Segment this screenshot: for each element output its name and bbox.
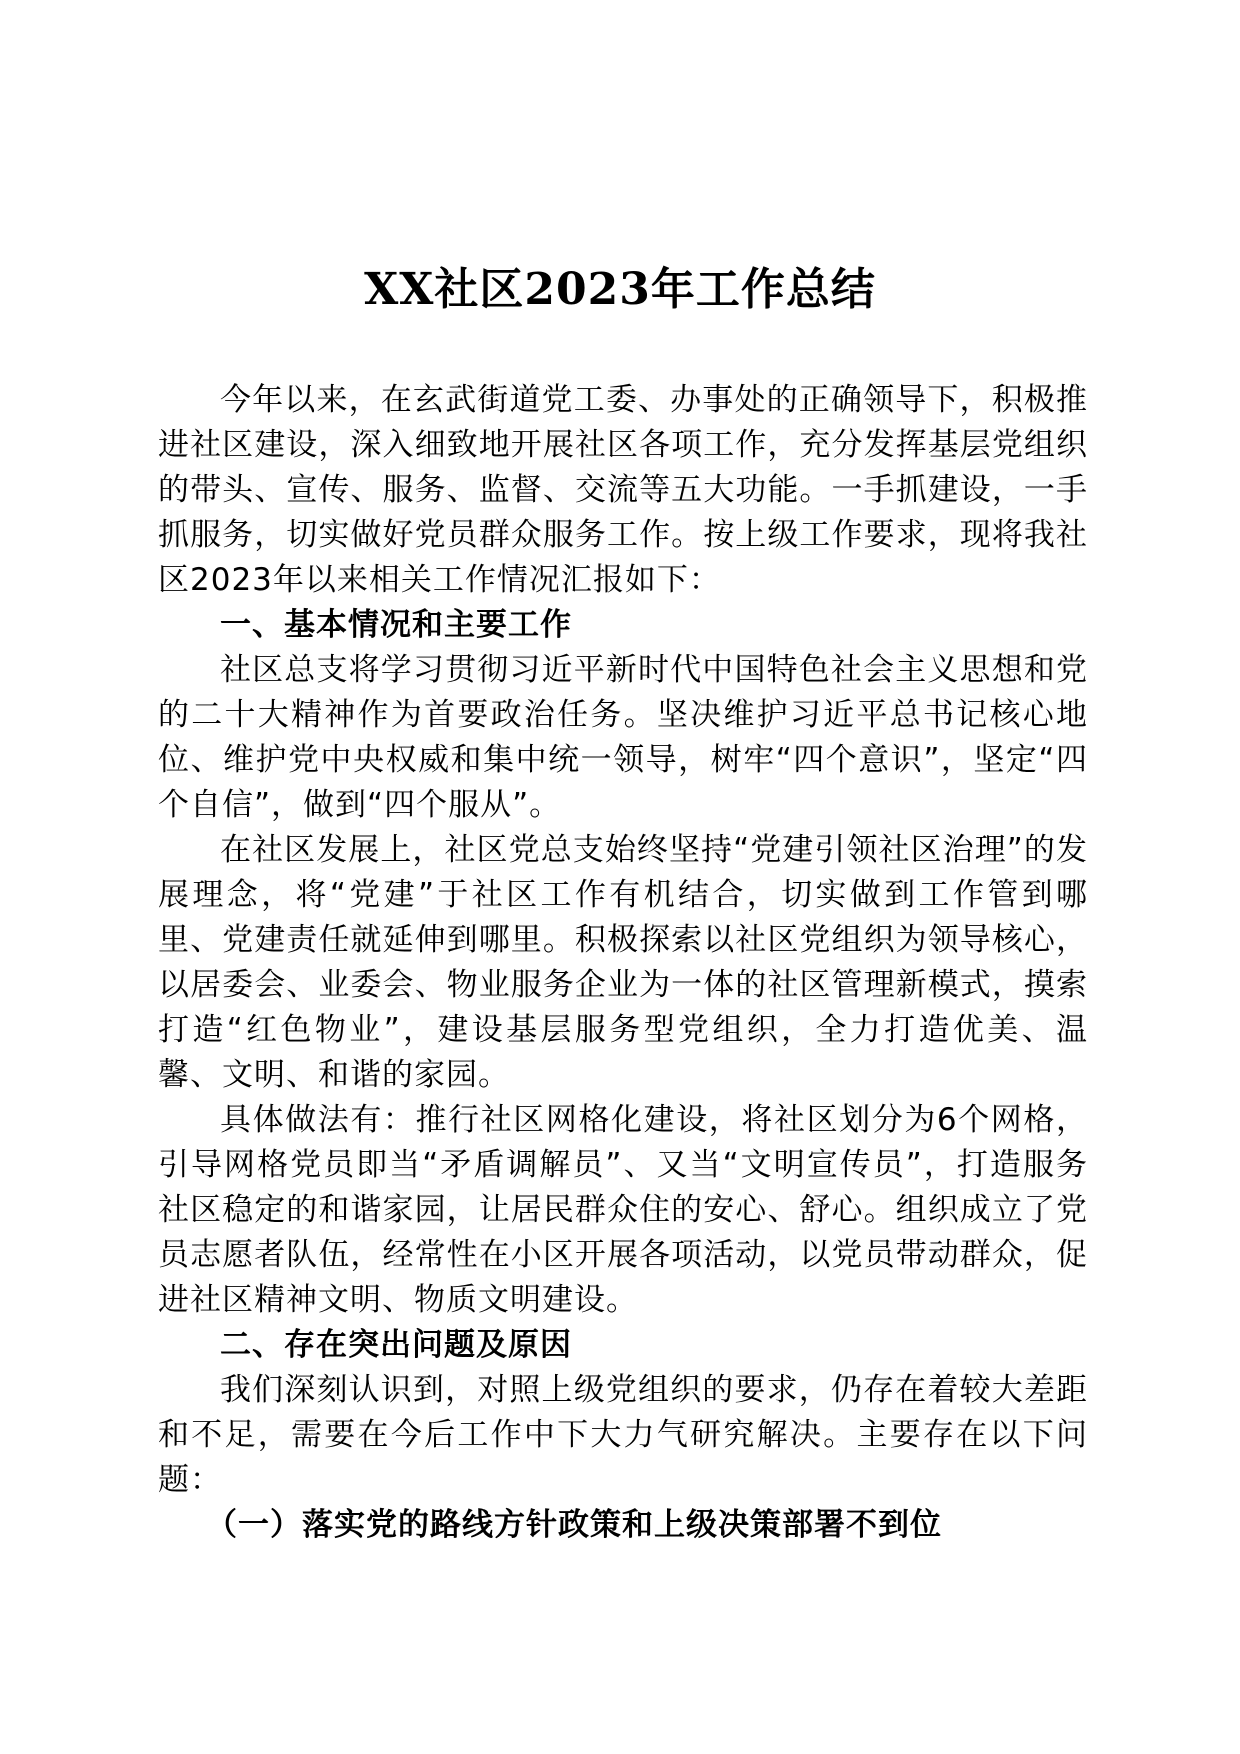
paragraph-4: 我们深刻认识到，对照上级党组织的要求，仍存在着较大差距和不足，需要在今后工作中下大力气研究解决。主要存在以下问题：: [158, 1372, 1088, 1498]
paragraph-1: 社区总支将学习贯彻习近平新时代中国特色社会主义思想和党的二十大精神作为首要政治任务。坚决维护习近平总书记核心地位、维护党中央权威和集中统一领导，树牢“四个意识”，坚定“四个自信”，做到“四个服从”。: [158, 652, 1088, 823]
section-heading-1: 一、基本情况和主要工作: [220, 607, 572, 643]
intro-paragraph: 今年以来，在玄武街道党工委、办事处的正确领导下，积极推进社区建设，深入细致地开展社区各项工作，充分发挥基层党组织的带头、宣传、服务、监督、交流等五大功能。一手抓建设，一手抓服务，切实做好党员群众服务工作。按上级工作要求，现将我社区2023年以来相关工作情况汇报如下：: [158, 382, 1088, 598]
paragraph-2: 在社区发展上，社区党总支始终坚持“党建引领社区治理”的发展理念，将“党建”于社区工作有机结合，切实做到工作管到哪里、党建责任就延伸到哪里。积极探索以社区党组织为领导核心，以居委会、业委会、物业服务企业为一体的社区管理新模式，摸索打造“红色物业”，建设基层服务型党组织，全力打造优美、温馨、文明、和谐的家园。: [158, 832, 1088, 1093]
document-body: [158, 378, 1088, 1548]
subsection-heading-1: （一）落实党的路线方针政策和上级决策部署不到位: [206, 1507, 943, 1543]
section-heading-2: 二、存在突出问题及原因: [220, 1327, 572, 1363]
paragraph-3: 具体做法有：推行社区网格化建设，将社区划分为6个网格，引导网格党员即当“矛盾调解员”、又当“文明宣传员”，打造服务社区稳定的和谐家园，让居民群众住的安心、舒心。组织成立了党员志愿者队伍，经常性在小区开展各项活动，以党员带动群众，促进社区精神文明、物质文明建设。: [158, 1102, 1088, 1318]
document-title: XX社区2023年工作总结: [364, 264, 876, 315]
